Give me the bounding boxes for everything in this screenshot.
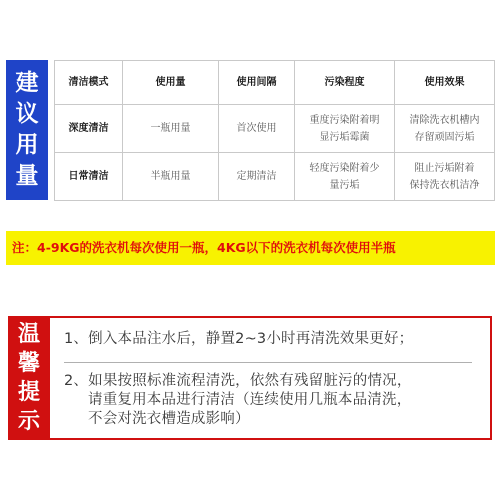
table-row (55, 153, 495, 201)
header-interval: 使用间隔 (219, 61, 295, 105)
tip-divider (64, 362, 472, 363)
tip-text: 如果按照标准流程清洗，依然有残留脏污的情况， (88, 373, 412, 389)
cell-effect (395, 153, 495, 201)
cell-line: 保持洗衣机洁净 (409, 179, 480, 191)
header-effect: 使用效果 (395, 61, 495, 105)
tips-label-char: 提 (17, 380, 40, 405)
usage-side-label (6, 60, 48, 200)
tip-text: 倒入本品注水后，静置2~3小时再清洗效果更好； (88, 331, 414, 347)
tip-line: 不会对洗衣槽造成影响） (88, 411, 250, 427)
tips-label-char: 馨 (17, 351, 40, 376)
cell-line: 存留顽固污垢 (414, 131, 475, 143)
tips-side-label (8, 316, 50, 440)
table-header-row (55, 61, 495, 105)
cell-amount: 半瓶用量 (123, 153, 219, 201)
cell-pollution (295, 105, 395, 153)
usage-table (54, 60, 495, 201)
cell-line: 清除洗衣机槽内 (409, 114, 480, 126)
capacity-note: 注：4-9KG的洗衣机每次使用一瓶，4KG以下的洗衣机每次使用半瓶 (6, 231, 495, 265)
tips-label-char: 温 (17, 322, 40, 347)
tip-number: 2、 (64, 373, 89, 389)
tip-item-1 (64, 330, 480, 349)
cell-mode: 日常清洁 (55, 153, 123, 201)
tips-label-char: 示 (17, 409, 40, 434)
cell-line: 阻止污垢附着 (414, 162, 475, 174)
cell-amount: 一瓶用量 (123, 105, 219, 153)
cell-line: 轻度污染附着少 (309, 162, 380, 174)
usage-section (6, 60, 494, 200)
header-mode: 清洁模式 (55, 61, 123, 105)
cell-interval: 定期清洁 (219, 153, 295, 201)
tip-number: 1、 (64, 331, 89, 347)
table-row (55, 105, 495, 153)
header-amount: 使用量 (123, 61, 219, 105)
cell-mode: 深度清洁 (55, 105, 123, 153)
cell-line: 重度污染附着明 (309, 114, 380, 126)
header-pollution: 污染程度 (295, 61, 395, 105)
usage-label-char: 建 (15, 70, 39, 96)
tip-item-2 (64, 372, 480, 429)
usage-label-char: 量 (15, 163, 39, 189)
usage-label-char: 用 (15, 132, 39, 158)
cell-pollution (295, 153, 395, 201)
cell-line: 量污垢 (329, 179, 360, 191)
tip-line (64, 372, 480, 391)
cell-line: 显污垢霉菌 (319, 131, 370, 143)
cell-effect (395, 105, 495, 153)
cell-interval: 首次使用 (219, 105, 295, 153)
tip-line: 请重复用本品进行清洁（连续使用几瓶本品清洗， (88, 392, 412, 408)
usage-label-char: 议 (15, 101, 39, 127)
tips-section (8, 316, 492, 440)
